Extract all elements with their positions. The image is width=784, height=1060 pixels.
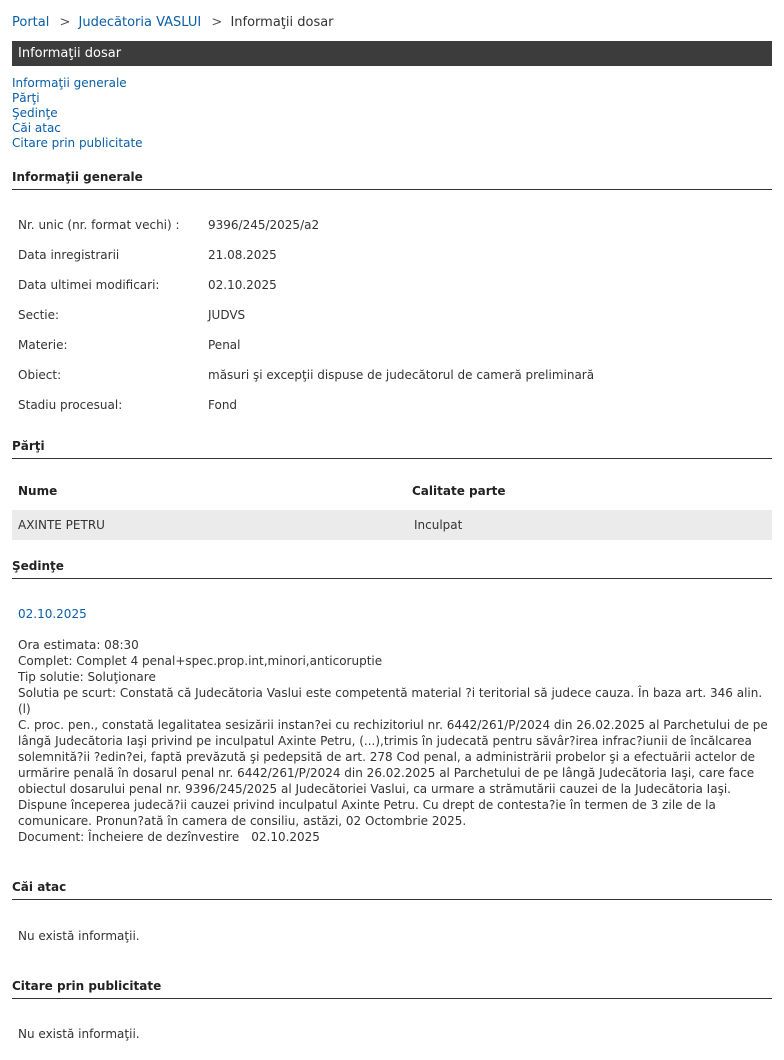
info-row-nr-unic [18,218,319,232]
info-row-data-inregistrarii [18,248,277,262]
info-label: Data inregistrarii [18,248,120,262]
sedinta-details [18,637,770,845]
sedinta-document [18,829,770,845]
nav-link-informatii-generale[interactable]: Informaţii generale [12,76,127,90]
document-label: Document: Încheiere de dezînvestire [18,830,240,844]
info-value: JUDVS [208,308,246,322]
section-heading-parti: Părţi [12,439,772,459]
breadcrumb-portal-link[interactable]: Portal [12,15,50,30]
sedinta-solutie-line: C. proc. pen., constată legalitatea sesizării instan?ei cu rechizitoriul nr. 6442/261/P/2024 din 26.02.2025 al Parchetului de pe [18,718,768,732]
sedinta-solutie-line: Dispune începerea judecă?ii cauzei privind inculpatul Axinte Petru. Cu drept de contesta?ie în termen de 3 zile de la [18,798,716,812]
breadcrumb [12,15,334,30]
citare-empty-message: Nu există informaţii. [18,1027,140,1041]
nav-link-sedinte[interactable]: Şedinţe [12,106,58,120]
document-date: 02.10.2025 [251,830,320,844]
info-row-stadiu-procesual [18,398,237,412]
nav-link-cai-atac[interactable]: Căi atac [12,121,61,135]
sedinta-solutie-line: lângă Judecătoria Iaşi privind pe inculpatul Axinte Petru, (...),trimis în judecată pentru săvâr?irea infrac?iunii de încălcarea [18,734,752,748]
sedinta-date: 02.10.2025 [18,607,87,621]
sedinta-solutie-line: urmărire penală în dosarul penal nr. 6442/261/P/2024 din 26.02.2025 al Parchetului de pe lângă Judecătoria Iaşi, care face [18,766,755,780]
info-label: Materie: [18,338,68,352]
sedinta-tip-solutie: Tip solutie: Soluţionare [18,670,156,684]
nav-link-citare-prin-publicitate[interactable]: Citare prin publicitate [12,136,143,150]
breadcrumb-separator: > [211,15,223,30]
sedinta-solutie-line: Solutia pe scurt: Constată că Judecătoria Vaslui este competentă material ?i teritorial să judece cauza. În baza art. 346 alin. (l) [18,686,763,716]
section-heading-sedinte: Şedinţe [12,559,772,579]
info-value: Fond [208,398,238,412]
info-value: 21.08.2025 [208,248,277,262]
cai-atac-empty-message: Nu există informaţii. [18,929,140,943]
party-role: Inculpat [414,518,463,532]
sedinta-solutie-line: comunicare. Pronun?ată în camera de consiliu, astăzi, 02 Octombrie 2025. [18,814,467,828]
info-value: 02.10.2025 [208,278,277,292]
party-name: AXINTE PETRU [18,518,105,532]
column-header-calitate-parte: Calitate parte [412,484,506,498]
breadcrumb-separator: > [59,15,71,30]
nav-link-parti[interactable]: Părţi [12,91,40,105]
info-value: măsuri şi excepţii dispuse de judecătorul de cameră preliminară [208,368,595,382]
table-row [12,510,772,540]
info-label: Stadiu procesual: [18,398,123,412]
breadcrumb-court-link[interactable]: Judecătoria VASLUI [78,15,202,30]
sedinta-ora: Ora estimata: 08:30 [18,638,139,652]
column-header-nume: Nume [18,484,58,498]
info-label: Obiect: [18,368,62,382]
sedinta-solutie-line: solemnită?ii ?edin?ei, faptă prevăzută şi pedepsită de art. 278 Cod penal, a administrării probelor şi a efectuării actelor de [18,750,756,764]
info-label: Nr. unic (nr. format vechi) : [18,218,180,232]
info-label: Sectie: [18,308,60,322]
sedinta-complet: Complet: Complet 4 penal+spec.prop.int,minori,anticoruptie [18,654,383,668]
info-row-obiect [18,368,594,382]
section-heading-informatii-generale: Informaţii generale [12,170,772,190]
info-label: Data ultimei modificari: [18,278,160,292]
info-row-materie [18,338,240,352]
section-heading-citare-prin-publicitate: Citare prin publicitate [12,979,772,999]
page-title: Informaţii dosar [12,41,772,66]
section-nav [12,76,143,151]
section-heading-cai-atac: Căi atac [12,880,772,900]
breadcrumb-current: Informaţii dosar [230,15,334,30]
info-value: 9396/245/2025/a2 [208,218,320,232]
info-row-data-ultimei-modificari [18,278,277,292]
info-row-sectie [18,308,245,322]
info-value: Penal [208,338,241,352]
sedinta-solutie-line: obiectul dosarului penal nr. 9396/245/2025 al Judecătoriei Vaslui, ca urmare a strămutării cauzei de la Judecătoria Iaşi. [18,782,731,796]
